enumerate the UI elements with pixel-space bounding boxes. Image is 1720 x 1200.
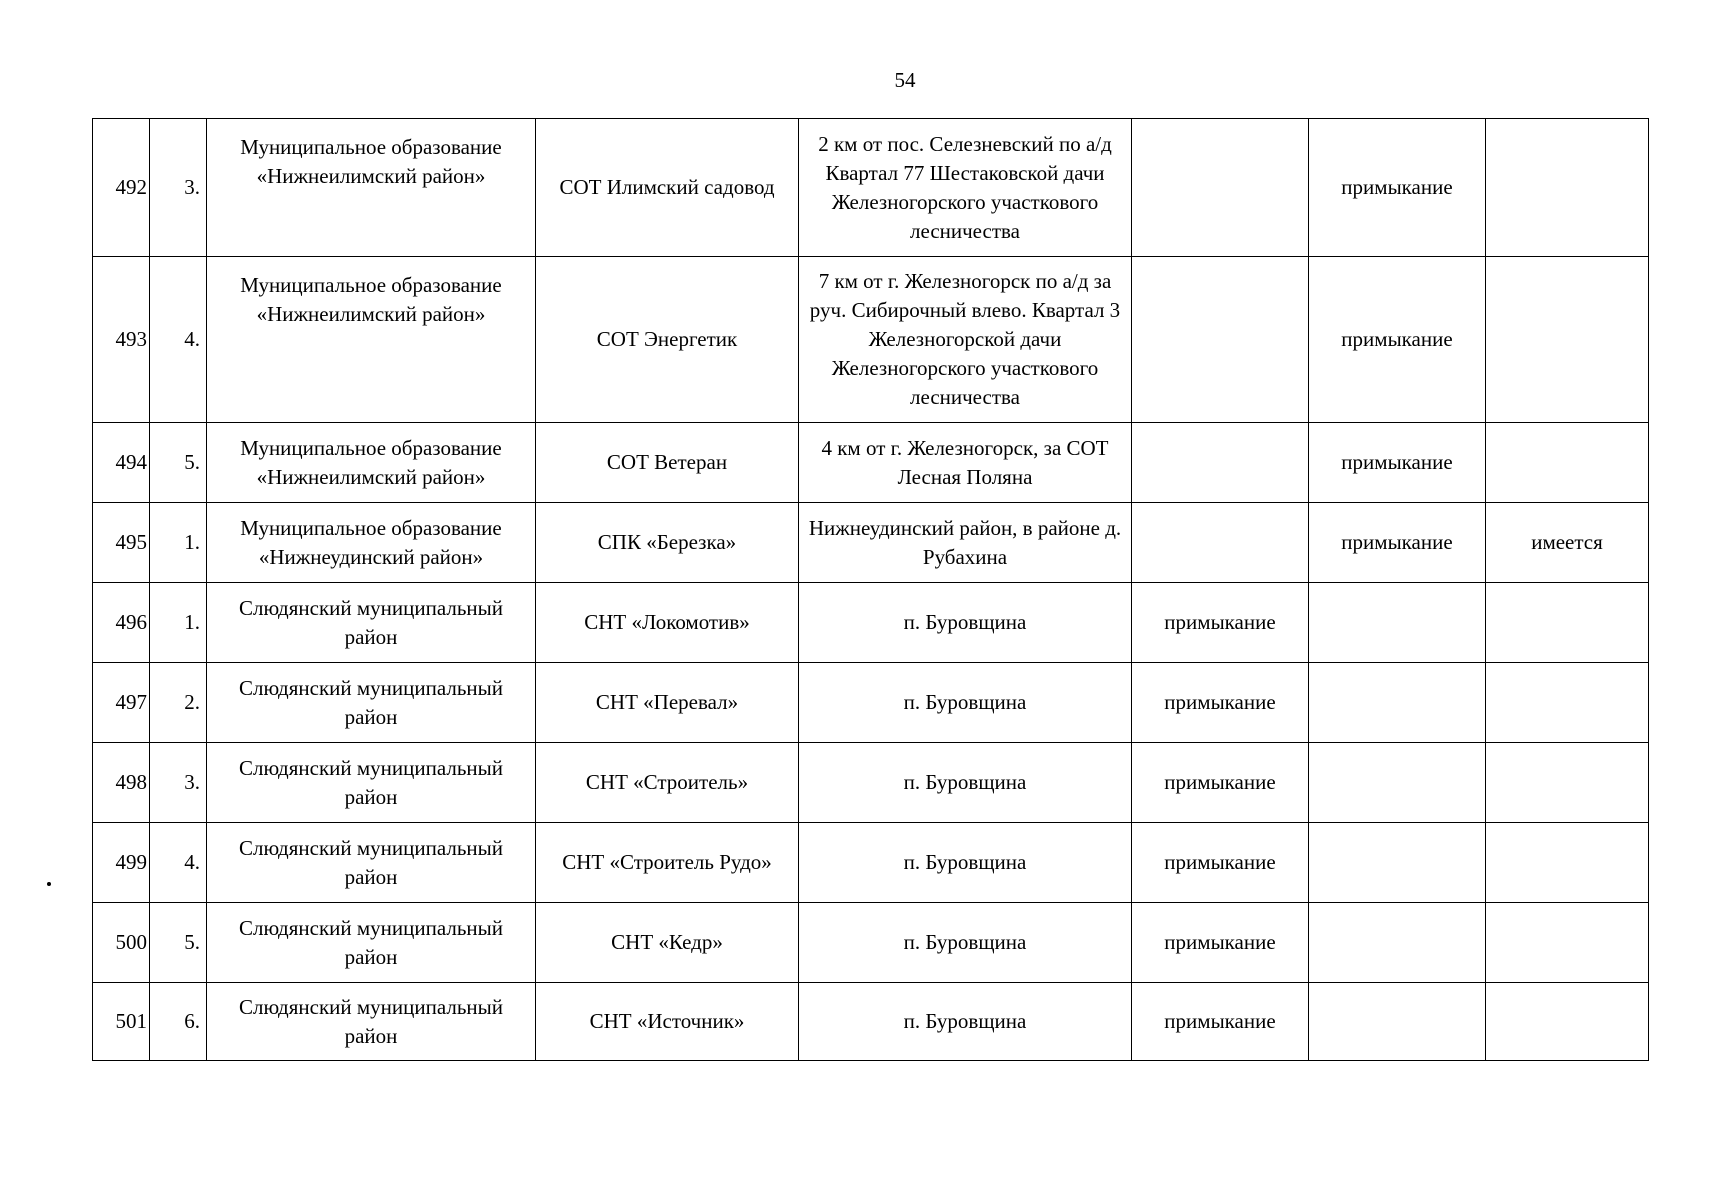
junction-cell-a xyxy=(1132,119,1309,257)
junction-cell-b xyxy=(1309,983,1486,1061)
table-row xyxy=(93,257,1649,423)
junction-cell-a xyxy=(1132,257,1309,423)
junction-cell-b xyxy=(1309,823,1486,903)
location-cell: п. Буровщина xyxy=(799,903,1132,983)
sub-number: 3. xyxy=(150,743,207,823)
junction-cell-a: примыкание xyxy=(1132,583,1309,663)
junction-cell-a: примыкание xyxy=(1132,663,1309,743)
organization-name-cell: СНТ «Перевал» xyxy=(536,663,799,743)
organization-name-cell: СОТ Энергетик xyxy=(536,257,799,423)
row-number: 494 xyxy=(93,423,150,503)
junction-cell-a: примыкание xyxy=(1132,743,1309,823)
junction-cell-b: примыкание xyxy=(1309,423,1486,503)
junction-cell-a: примыкание xyxy=(1132,903,1309,983)
availability-cell xyxy=(1486,743,1649,823)
page-number: 54 xyxy=(894,68,916,92)
sub-number: 5. xyxy=(150,903,207,983)
table-row xyxy=(93,119,1649,257)
junction-cell-a xyxy=(1132,503,1309,583)
availability-cell xyxy=(1486,903,1649,983)
location-cell: 7 км от г. Железногорск по а/д за руч. Сибирочный влево. Квартал 3 Железногорской дачи Железногорского участкового лесничества xyxy=(799,257,1132,423)
table-row xyxy=(93,743,1649,823)
row-number: 499 xyxy=(93,823,150,903)
sub-number: 4. xyxy=(150,823,207,903)
organization-name-cell: СНТ «Источник» xyxy=(536,983,799,1061)
row-number: 497 xyxy=(93,663,150,743)
table-row xyxy=(93,583,1649,663)
junction-cell-b: примыкание xyxy=(1309,119,1486,257)
table-row xyxy=(93,503,1649,583)
table-row xyxy=(93,423,1649,503)
location-cell: п. Буровщина xyxy=(799,743,1132,823)
sub-number: 5. xyxy=(150,423,207,503)
junction-cell-a xyxy=(1132,423,1309,503)
location-cell: Нижнеудинский район, в районе д. Рубахина xyxy=(799,503,1132,583)
table-row xyxy=(93,663,1649,743)
municipality-cell: Слюдянский муниципальный район xyxy=(207,983,536,1061)
row-number: 501 xyxy=(93,983,150,1061)
sub-number: 1. xyxy=(150,503,207,583)
scan-speck xyxy=(47,882,51,886)
junction-cell-b xyxy=(1309,903,1486,983)
availability-cell xyxy=(1486,257,1649,423)
availability-cell xyxy=(1486,983,1649,1061)
organization-name-cell: СНТ «Строитель Рудо» xyxy=(536,823,799,903)
table-row xyxy=(93,823,1649,903)
municipality-cell: Слюдянский муниципальный район xyxy=(207,903,536,983)
table-row xyxy=(93,983,1649,1061)
organization-name-cell: СНТ «Строитель» xyxy=(536,743,799,823)
availability-cell xyxy=(1486,119,1649,257)
municipality-cell: Слюдянский муниципальный район xyxy=(207,823,536,903)
sub-number: 6. xyxy=(150,983,207,1061)
availability-cell xyxy=(1486,823,1649,903)
junction-cell-b xyxy=(1309,743,1486,823)
junction-cell-b xyxy=(1309,663,1486,743)
sub-number: 3. xyxy=(150,119,207,257)
location-cell: п. Буровщина xyxy=(799,663,1132,743)
sub-number: 2. xyxy=(150,663,207,743)
row-number: 500 xyxy=(93,903,150,983)
municipality-cell: Слюдянский муниципальный район xyxy=(207,583,536,663)
organization-name-cell: СНТ «Кедр» xyxy=(536,903,799,983)
location-cell: п. Буровщина xyxy=(799,983,1132,1061)
municipality-cell: Муниципальное образование «Нижнеилимский район» xyxy=(207,257,536,423)
row-number: 495 xyxy=(93,503,150,583)
location-cell: п. Буровщина xyxy=(799,823,1132,903)
row-number: 493 xyxy=(93,257,150,423)
junction-cell-a: примыкание xyxy=(1132,983,1309,1061)
organization-name-cell: СОТ Ветеран xyxy=(536,423,799,503)
municipality-cell: Слюдянский муниципальный район xyxy=(207,743,536,823)
junction-cell-b: примыкание xyxy=(1309,257,1486,423)
organization-name-cell: СОТ Илимский садовод xyxy=(536,119,799,257)
municipality-cell: Муниципальное образование «Нижнеилимский район» xyxy=(207,119,536,257)
junction-cell-a: примыкание xyxy=(1132,823,1309,903)
row-number: 492 xyxy=(93,119,150,257)
municipality-cell: Слюдянский муниципальный район xyxy=(207,663,536,743)
availability-cell xyxy=(1486,423,1649,503)
location-cell: п. Буровщина xyxy=(799,583,1132,663)
availability-cell xyxy=(1486,663,1649,743)
organization-name-cell: СНТ «Локомотив» xyxy=(536,583,799,663)
junction-cell-b: примыкание xyxy=(1309,503,1486,583)
table-row xyxy=(93,903,1649,983)
row-number: 498 xyxy=(93,743,150,823)
location-cell: 2 км от пос. Селезневский по а/д Квартал 77 Шестаковской дачи Железногорского участкового лесничества xyxy=(799,119,1132,257)
table-body xyxy=(93,119,1649,1061)
availability-cell: имеется xyxy=(1486,503,1649,583)
availability-cell xyxy=(1486,583,1649,663)
sub-number: 1. xyxy=(150,583,207,663)
registry-table xyxy=(92,118,1649,1061)
row-number: 496 xyxy=(93,583,150,663)
junction-cell-b xyxy=(1309,583,1486,663)
municipality-cell: Муниципальное образование «Нижнеудинский район» xyxy=(207,503,536,583)
sub-number: 4. xyxy=(150,257,207,423)
organization-name-cell: СПК «Березка» xyxy=(536,503,799,583)
location-cell: 4 км от г. Железногорск, за СОТ Лесная Поляна xyxy=(799,423,1132,503)
municipality-cell: Муниципальное образование «Нижнеилимский район» xyxy=(207,423,536,503)
